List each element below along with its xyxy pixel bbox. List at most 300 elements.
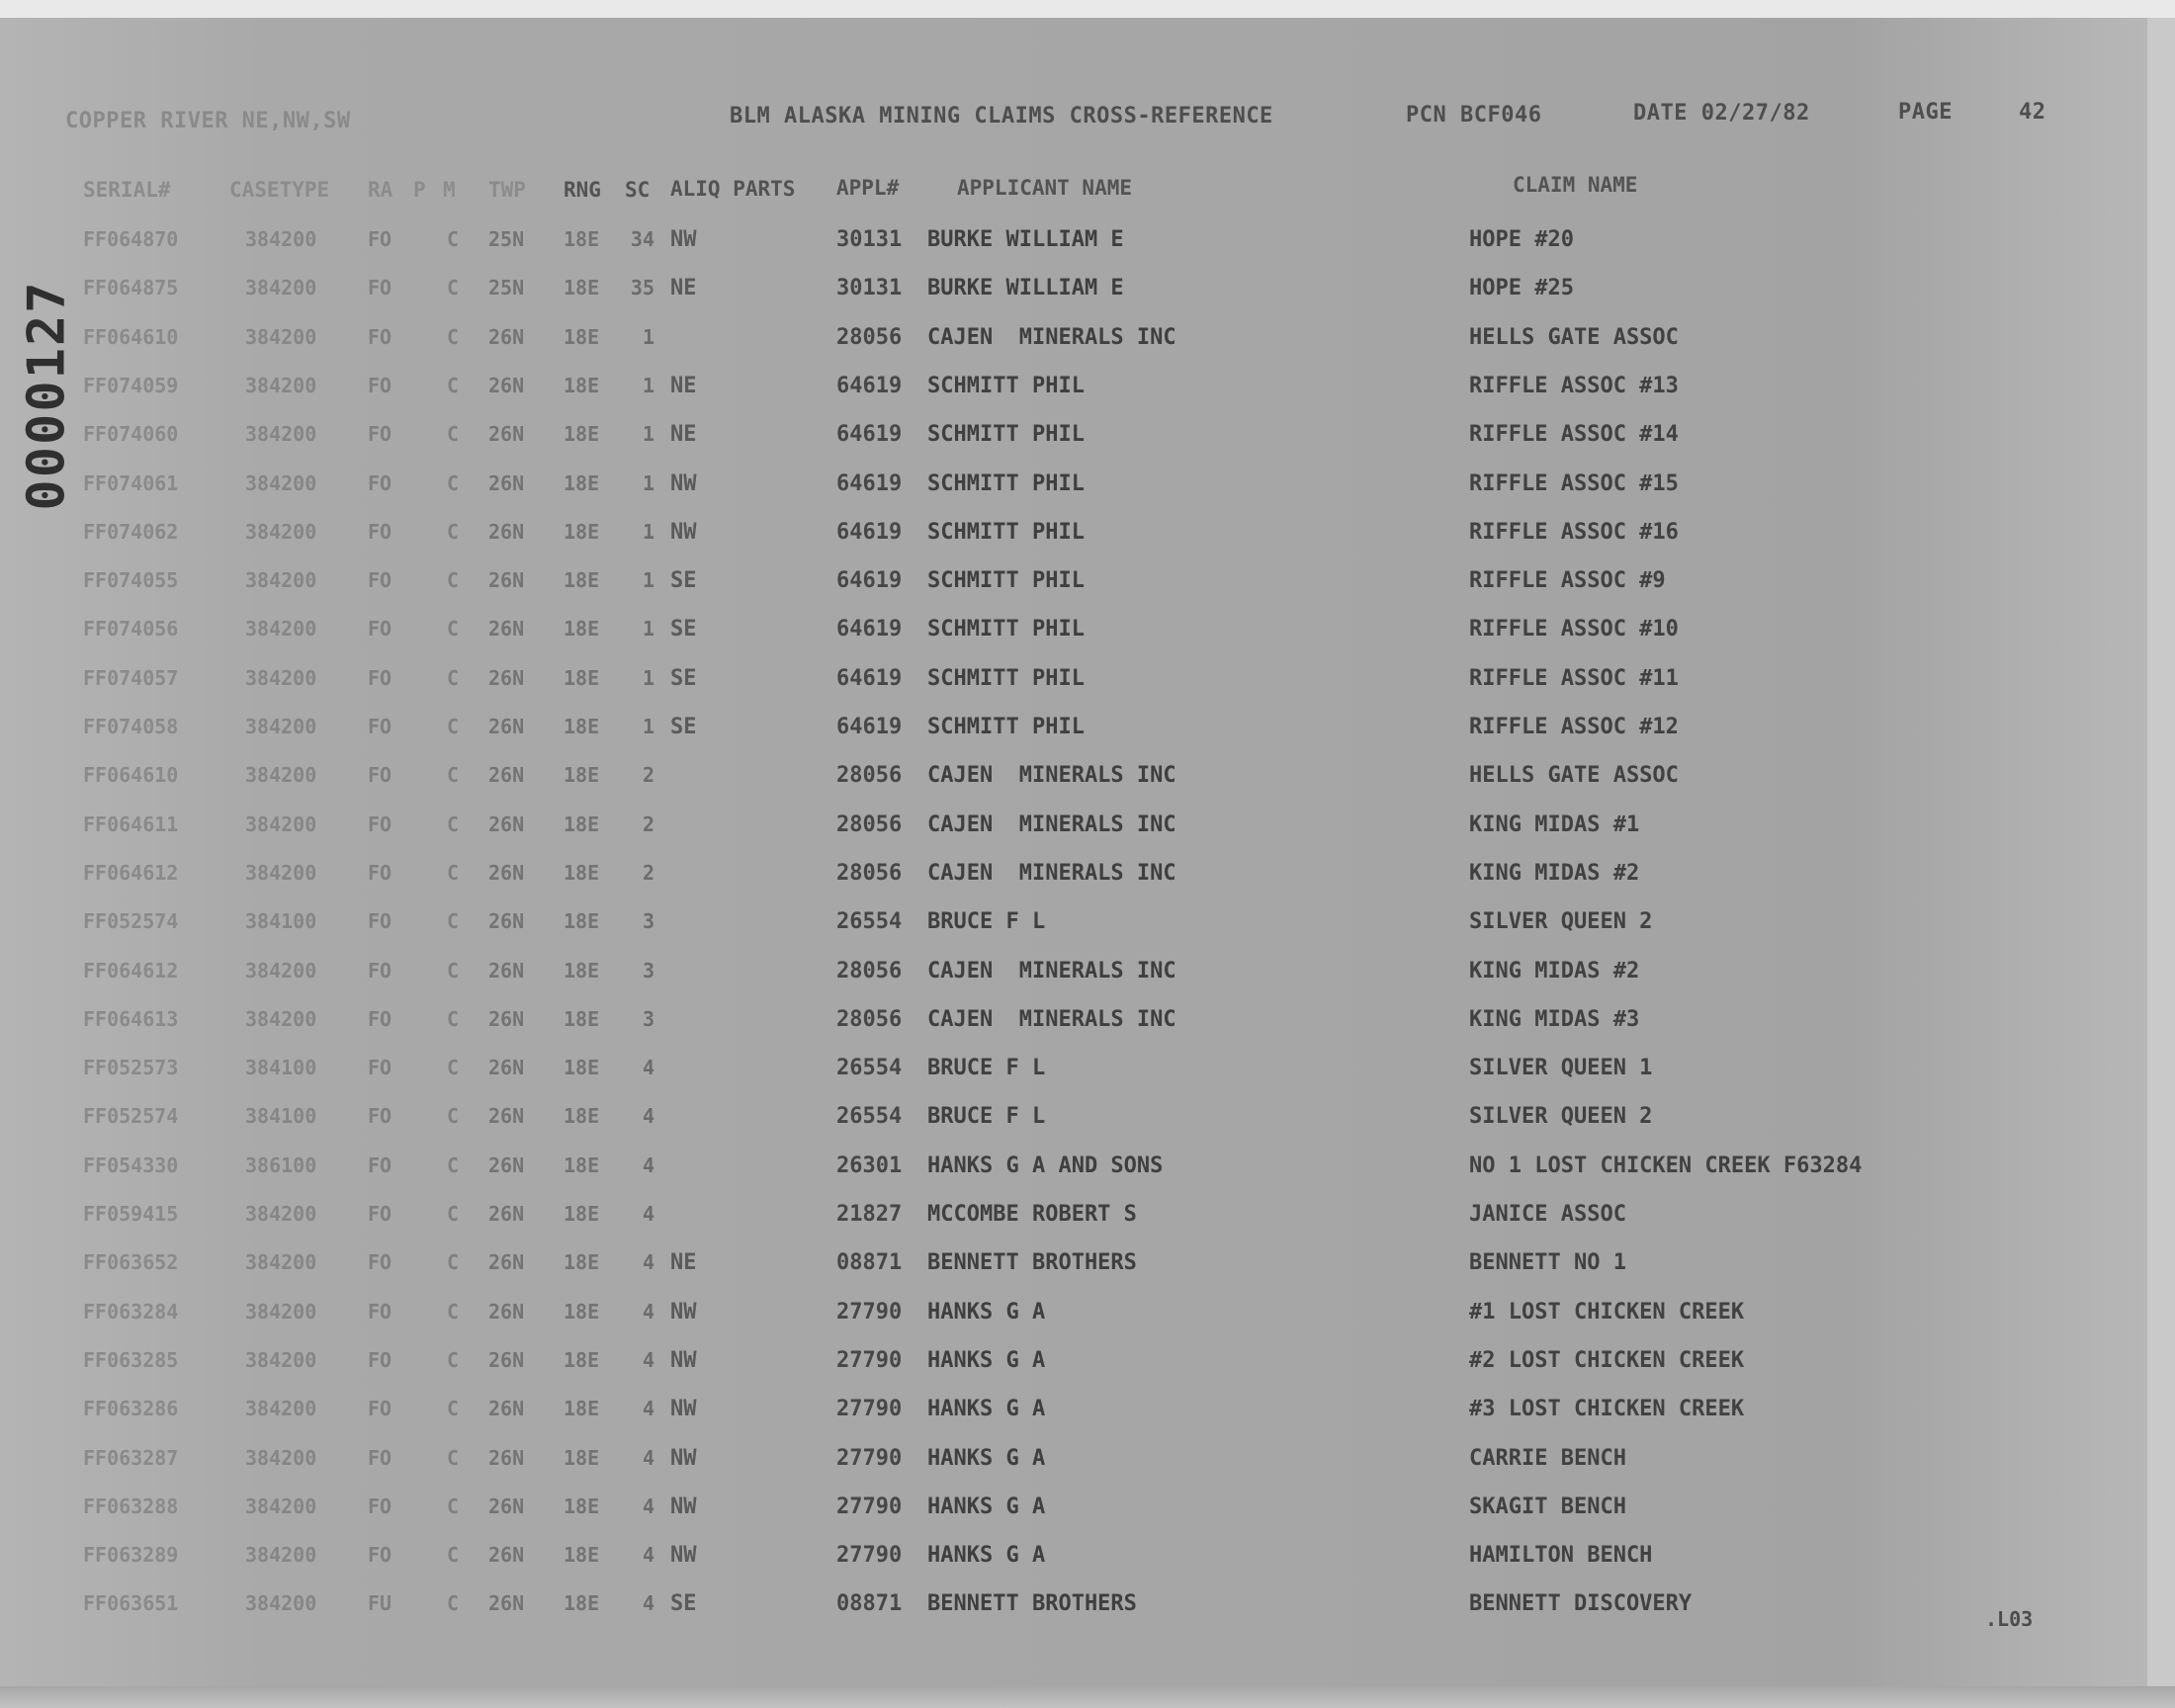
appl-number-cell: 27790 [836,1543,903,1568]
col-aliq-parts: ALIQ PARTS [670,177,796,201]
applicant-name-cell: MCCOMBE ROBERT S [927,1202,1137,1227]
rng-cell: 18E [564,1591,600,1615]
appl-number-cell: 27790 [836,1446,903,1471]
sc-cell: 1 [642,617,654,640]
table-row [0,1537,2175,1573]
aliq-cell: NE [670,1250,697,1275]
ra-cell: FO [368,1202,392,1226]
sc-cell: 1 [642,471,654,495]
appl-number-cell: 64619 [836,422,903,447]
m-cell: C [447,1202,460,1226]
twp-cell: 26N [488,471,525,495]
rng-cell: 18E [564,1153,600,1177]
aliq-cell: NW [670,520,697,545]
sc-cell: 1 [642,715,654,738]
rng-cell: 18E [564,1300,600,1324]
rng-cell: 18E [564,763,600,787]
rng-cell: 18E [564,1007,600,1031]
twp-cell: 26N [488,520,525,544]
claim-name-cell: JANICE ASSOC [1469,1202,1626,1227]
appl-number-cell: 26301 [836,1153,903,1178]
ra-cell: FO [368,1300,392,1324]
casetype-cell: 384200 [245,1007,317,1031]
aliq-cell: NW [670,227,697,252]
rng-cell: 18E [564,374,600,397]
rng-cell: 18E [564,276,600,299]
report-region: COPPER RIVER NE,NW,SW [65,109,351,133]
m-cell: C [447,1397,460,1420]
ra-cell: FO [368,763,392,787]
table-row [0,709,2175,744]
rng-cell: 18E [564,422,600,446]
sc-cell: 1 [642,422,654,446]
serial-cell: FF052573 [83,1056,179,1079]
twp-cell: 26N [488,1007,525,1031]
appl-number-cell: 64619 [836,374,903,398]
applicant-name-cell: SCHMITT PHIL [927,422,1085,447]
claim-name-cell: #2 LOST CHICKEN CREEK [1469,1348,1745,1373]
m-cell: C [447,715,460,738]
table-row [0,1391,2175,1426]
twp-cell: 26N [488,1397,525,1420]
twp-cell: 26N [488,1446,525,1470]
twp-cell: 26N [488,1202,525,1226]
table-row [0,855,2175,891]
claim-name-cell: KING MIDAS #2 [1469,861,1640,886]
rng-cell: 18E [564,909,600,933]
twp-cell: 26N [488,1543,525,1567]
aliq-cell: NE [670,422,697,447]
applicant-name-cell: CAJEN MINERALS INC [927,763,1176,788]
col-applicant-name: APPLICANT NAME [957,176,1133,200]
m-cell: C [447,1300,460,1324]
table-row [0,221,2175,257]
applicant-name-cell: SCHMITT PHIL [927,568,1085,593]
rng-cell: 18E [564,227,600,251]
appl-number-cell: 28056 [836,861,903,886]
ra-cell: FO [368,1446,392,1470]
sc-cell: 4 [642,1397,654,1420]
serial-cell: FF074059 [83,374,179,397]
twp-cell: 26N [488,959,525,982]
appl-number-cell: 28056 [836,325,903,350]
aliq-cell: NE [670,276,697,300]
sc-cell: 4 [642,1153,654,1177]
applicant-name-cell: BRUCE F L [927,909,1046,934]
applicant-name-cell: BENNETT BROTHERS [927,1591,1137,1616]
col-serial: SERIAL# [83,178,171,202]
stamp-text: 0000127 [18,280,77,511]
applicant-name-cell: SCHMITT PHIL [927,617,1085,641]
casetype-cell: 384200 [245,812,317,836]
claim-name-cell: SKAGIT BENCH [1469,1494,1626,1519]
claim-name-cell: SILVER QUEEN 2 [1469,909,1653,934]
table-row [0,514,2175,550]
appl-number-cell: 64619 [836,471,903,496]
claim-name-cell: HOPE #20 [1469,227,1574,252]
appl-number-cell: 27790 [836,1348,903,1373]
casetype-cell: 384200 [245,325,317,349]
sc-cell: 2 [642,861,654,885]
footer-code: .L03 [1985,1607,2034,1631]
casetype-cell: 384100 [245,1056,317,1079]
rng-cell: 18E [564,1250,600,1274]
appl-number-cell: 08871 [836,1250,903,1275]
col-ra: RA [368,178,393,202]
claim-name-cell: HELLS GATE ASSOC [1469,325,1679,350]
rng-cell: 18E [564,812,600,836]
sc-cell: 4 [642,1250,654,1274]
claim-name-cell: HELLS GATE ASSOC [1469,763,1679,788]
serial-cell: FF064612 [83,959,179,982]
casetype-cell: 384200 [245,374,317,397]
m-cell: C [447,568,460,592]
ra-cell: FO [368,1153,392,1177]
report-title: BLM ALASKA MINING CLAIMS CROSS-REFERENCE [730,104,1273,128]
twp-cell: 26N [488,812,525,836]
appl-number-cell: 26554 [836,909,903,934]
table-row [0,1148,2175,1183]
twp-cell: 25N [488,227,525,251]
applicant-name-cell: HANKS G A [927,1397,1046,1421]
applicant-name-cell: BRUCE F L [927,1056,1046,1080]
claim-name-cell: #3 LOST CHICKEN CREEK [1469,1397,1745,1421]
serial-cell: FF052574 [83,1104,179,1128]
ra-cell: FO [368,227,392,251]
serial-cell: FF063286 [83,1397,179,1420]
report-pcn: PCN BCF046 [1406,103,1542,128]
table-row [0,416,2175,452]
twp-cell: 26N [488,1591,525,1615]
table-row [0,1098,2175,1134]
casetype-cell: 384200 [245,959,317,982]
appl-number-cell: 64619 [836,520,903,545]
twp-cell: 26N [488,1250,525,1274]
twp-cell: 26N [488,1104,525,1128]
sc-cell: 2 [642,763,654,787]
m-cell: C [447,276,460,299]
casetype-cell: 384200 [245,1446,317,1470]
serial-cell: FF074056 [83,617,179,640]
serial-cell: FF074062 [83,520,179,544]
col-sc: SC [625,178,651,202]
ra-cell: FO [368,1104,392,1128]
sc-cell: 1 [642,568,654,592]
casetype-cell: 384200 [245,1348,317,1372]
appl-number-cell: 28056 [836,812,903,837]
serial-cell: FF064610 [83,763,179,787]
claim-name-cell: RIFFLE ASSOC #15 [1469,471,1679,496]
claim-name-cell: BENNETT NO 1 [1469,1250,1626,1275]
sc-cell: 4 [642,1300,654,1324]
m-cell: C [447,763,460,787]
twp-cell: 26N [488,422,525,446]
serial-cell: FF074061 [83,471,179,495]
appl-number-cell: 64619 [836,715,903,739]
applicant-name-cell: HANKS G A [927,1494,1046,1519]
ra-cell: FO [368,471,392,495]
claim-name-cell: RIFFLE ASSOC #11 [1469,666,1679,691]
sc-cell: 4 [642,1348,654,1372]
col-twp: TWP [488,178,526,202]
rng-cell: 18E [564,520,600,544]
appl-number-cell: 30131 [836,227,903,252]
applicant-name-cell: HANKS G A [927,1543,1046,1568]
table-row [0,1489,2175,1524]
sc-cell: 3 [642,959,654,982]
casetype-cell: 386100 [245,1153,317,1177]
casetype-cell: 384200 [245,227,317,251]
rng-cell: 18E [564,471,600,495]
claim-name-cell: KING MIDAS #3 [1469,1007,1640,1032]
sc-cell: 4 [642,1543,654,1567]
table-row [0,1244,2175,1280]
applicant-name-cell: BURKE WILLIAM E [927,227,1124,252]
sc-cell: 34 [630,227,654,251]
appl-number-cell: 28056 [836,763,903,788]
sc-cell: 1 [642,520,654,544]
claim-name-cell: KING MIDAS #2 [1469,959,1640,983]
appl-number-cell: 21827 [836,1202,903,1227]
rng-cell: 18E [564,715,600,738]
table-row [0,319,2175,355]
ra-cell: FO [368,812,392,836]
casetype-cell: 384200 [245,520,317,544]
applicant-name-cell: BURKE WILLIAM E [927,276,1124,300]
m-cell: C [447,1494,460,1518]
claim-name-cell: CARRIE BENCH [1469,1446,1626,1471]
table-row [0,757,2175,793]
serial-cell: FF063284 [83,1300,179,1324]
m-cell: C [447,1104,460,1128]
casetype-cell: 384200 [245,1202,317,1226]
aliq-cell: SE [670,617,697,641]
rng-cell: 18E [564,959,600,982]
serial-cell: FF064611 [83,812,179,836]
applicant-name-cell: HANKS G A AND SONS [927,1153,1164,1178]
applicant-name-cell: SCHMITT PHIL [927,374,1085,398]
twp-cell: 26N [488,763,525,787]
col-appl: APPL# [836,176,900,200]
ra-cell: FO [368,959,392,982]
ra-cell: FO [368,1348,392,1372]
table-row [0,660,2175,696]
table-row [0,1196,2175,1232]
serial-cell: FF063652 [83,1250,179,1274]
applicant-name-cell: SCHMITT PHIL [927,520,1085,545]
serial-cell: FF063287 [83,1446,179,1470]
appl-number-cell: 08871 [836,1591,903,1616]
appl-number-cell: 28056 [836,959,903,983]
ra-cell: FO [368,1250,392,1274]
m-cell: C [447,1543,460,1567]
twp-cell: 26N [488,1494,525,1518]
casetype-cell: 384200 [245,1250,317,1274]
m-cell: C [447,422,460,446]
ra-cell: FO [368,715,392,738]
casetype-cell: 384100 [245,1104,317,1128]
ra-cell: FO [368,1397,392,1420]
casetype-cell: 384200 [245,617,317,640]
m-cell: C [447,861,460,885]
serial-cell: FF052574 [83,909,179,933]
applicant-name-cell: HANKS G A [927,1446,1046,1471]
m-cell: C [447,1591,460,1615]
m-cell: C [447,1250,460,1274]
claim-name-cell: RIFFLE ASSOC #13 [1469,374,1679,398]
m-cell: C [447,617,460,640]
rng-cell: 18E [564,1104,600,1128]
rng-cell: 18E [564,666,600,690]
twp-cell: 26N [488,1348,525,1372]
casetype-cell: 384200 [245,276,317,299]
m-cell: C [447,1153,460,1177]
sc-cell: 4 [642,1104,654,1128]
ra-cell: FO [368,568,392,592]
sc-cell: 3 [642,1007,654,1031]
claim-name-cell: RIFFLE ASSOC #9 [1469,568,1666,593]
table-row [0,903,2175,939]
twp-cell: 26N [488,666,525,690]
claim-name-cell: RIFFLE ASSOC #14 [1469,422,1679,447]
casetype-cell: 384200 [245,1591,317,1615]
scan-bottom-border [0,1686,2175,1708]
rng-cell: 18E [564,861,600,885]
m-cell: C [447,520,460,544]
rng-cell: 18E [564,1543,600,1567]
appl-number-cell: 64619 [836,666,903,691]
casetype-cell: 384200 [245,666,317,690]
m-cell: C [447,959,460,982]
ra-cell: FO [368,1056,392,1079]
sc-cell: 35 [630,276,654,299]
ra-cell: FO [368,1007,392,1031]
rng-cell: 18E [564,325,600,349]
table-row [0,270,2175,305]
serial-cell: FF074058 [83,715,179,738]
aliq-cell: NW [670,1348,697,1373]
casetype-cell: 384200 [245,861,317,885]
appl-number-cell: 26554 [836,1056,903,1080]
col-casetype: CASETYPE [229,178,330,202]
twp-cell: 26N [488,568,525,592]
m-cell: C [447,909,460,933]
serial-cell: FF063651 [83,1591,179,1615]
sc-cell: 1 [642,374,654,397]
sc-cell: 2 [642,812,654,836]
rng-cell: 18E [564,1348,600,1372]
sc-cell: 1 [642,666,654,690]
appl-number-cell: 27790 [836,1397,903,1421]
serial-cell: FF054330 [83,1153,179,1177]
twp-cell: 26N [488,617,525,640]
ra-cell: FO [368,325,392,349]
ra-cell: FU [368,1591,392,1615]
casetype-cell: 384200 [245,1397,317,1420]
applicant-name-cell: CAJEN MINERALS INC [927,325,1176,350]
table-row [0,807,2175,842]
rng-cell: 18E [564,1494,600,1518]
serial-cell: FF063288 [83,1494,179,1518]
claim-name-cell: KING MIDAS #1 [1469,812,1640,837]
rng-cell: 18E [564,1202,600,1226]
appl-number-cell: 27790 [836,1300,903,1324]
claim-name-cell: HAMILTON BENCH [1469,1543,1653,1568]
rng-cell: 18E [564,1056,600,1079]
claim-name-cell: NO 1 LOST CHICKEN CREEK F63284 [1469,1153,1863,1178]
table-row [0,1001,2175,1037]
ra-cell: FO [368,666,392,690]
table-row [0,1585,2175,1621]
m-cell: C [447,812,460,836]
aliq-cell: NE [670,374,697,398]
table-row [0,466,2175,501]
aliq-cell: NW [670,1543,697,1568]
sc-cell: 1 [642,325,654,349]
rng-cell: 18E [564,1446,600,1470]
serial-cell: FF063289 [83,1543,179,1567]
col-p: P [413,178,426,202]
page-number: 42 [2019,100,2046,125]
ra-cell: FO [368,276,392,299]
sc-cell: 4 [642,1446,654,1470]
casetype-cell: 384200 [245,1543,317,1567]
table-row [0,611,2175,646]
twp-cell: 26N [488,374,525,397]
aliq-cell: NW [670,1494,697,1519]
scan-top-border [0,0,2175,18]
applicant-name-cell: CAJEN MINERALS INC [927,861,1176,886]
m-cell: C [447,1056,460,1079]
serial-cell: FF064875 [83,276,179,299]
serial-cell: FF059415 [83,1202,179,1226]
serial-cell: FF064610 [83,325,179,349]
appl-number-cell: 64619 [836,568,903,593]
claim-name-cell: RIFFLE ASSOC #16 [1469,520,1679,545]
applicant-name-cell: HANKS G A [927,1348,1046,1373]
ra-cell: FO [368,1494,392,1518]
appl-number-cell: 64619 [836,617,903,641]
m-cell: C [447,374,460,397]
aliq-cell: NW [670,1397,697,1421]
table-row [0,562,2175,598]
twp-cell: 26N [488,909,525,933]
m-cell: C [447,471,460,495]
claim-name-cell: #1 LOST CHICKEN CREEK [1469,1300,1745,1324]
serial-cell: FF063285 [83,1348,179,1372]
aliq-cell: SE [670,715,697,739]
applicant-name-cell: CAJEN MINERALS INC [927,812,1176,837]
table-row [0,1342,2175,1378]
applicant-name-cell: CAJEN MINERALS INC [927,959,1176,983]
applicant-name-cell: SCHMITT PHIL [927,715,1085,739]
claim-name-cell: RIFFLE ASSOC #12 [1469,715,1679,739]
sc-cell: 3 [642,909,654,933]
sc-cell: 4 [642,1494,654,1518]
col-rng: RNG [564,178,601,202]
serial-cell: FF074060 [83,422,179,446]
m-cell: C [447,666,460,690]
table-row [0,1050,2175,1085]
rng-cell: 18E [564,1397,600,1420]
appl-number-cell: 26554 [836,1104,903,1129]
applicant-name-cell: BRUCE F L [927,1104,1046,1129]
m-cell: C [447,227,460,251]
m-cell: C [447,1348,460,1372]
claim-name-cell: SILVER QUEEN 2 [1469,1104,1653,1129]
claim-name-cell: BENNETT DISCOVERY [1469,1591,1693,1616]
casetype-cell: 384200 [245,422,317,446]
